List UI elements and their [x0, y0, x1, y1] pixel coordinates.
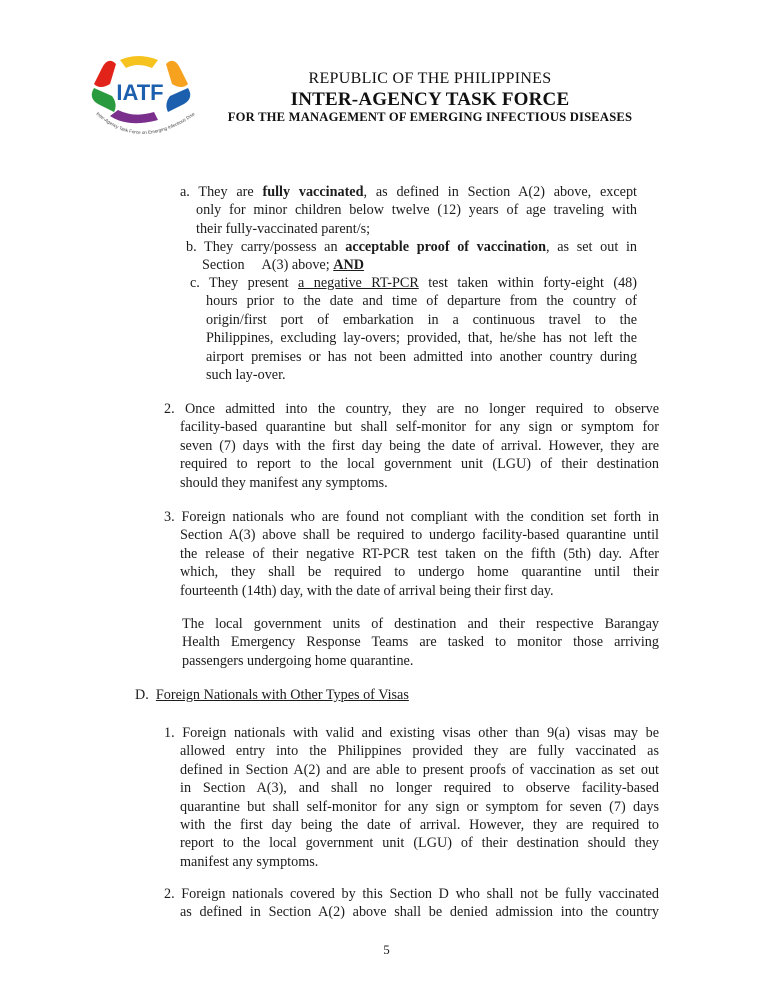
item-3-line: Section A(3) above shall be required to undergo facility-based quarantine until — [180, 527, 659, 544]
item-2-line: seven (7) days with the first day being the date of arrival. However, they are — [180, 437, 659, 454]
subitem-b-text: , as set out in — [546, 239, 637, 255]
subitem-c-line: airport premises or has not been admitted into another country during — [206, 348, 637, 365]
subitem-a — [180, 183, 637, 238]
subitem-a-text: They are — [198, 184, 263, 200]
section-d-item-1-line: manifest any symptoms. — [180, 853, 319, 870]
subitem-c-marker: c. — [190, 275, 200, 291]
subitem-a-line: only for minor children below twelve (12) years of age traveling with — [196, 202, 637, 219]
subitem-b-text: They carry/possess an — [204, 239, 346, 255]
item-3-paragraph — [182, 615, 659, 670]
section-d-item-2 — [164, 885, 659, 922]
header-subtitle: FOR THE MANAGEMENT OF EMERGING INFECTIOUS DISEASES — [227, 110, 633, 124]
item-2-line: facility-based quarantine but shall self-monitor for any sign or symptom for — [180, 419, 659, 436]
item-2-line: 2. Once admitted into the country, they are no longer required to observe — [164, 401, 659, 417]
item-2-line: required to report to the local government unit (LGU) of their destination — [180, 456, 659, 473]
section-d-title: Foreign Nationals with Other Types of Visas — [155, 687, 409, 703]
proof-of-vaccination-emphasis: acceptable proof of vaccination — [345, 239, 547, 255]
subitem-c — [190, 274, 637, 384]
section-d-item-1-line: with the first day being the date of arrival. However, they are required to — [180, 817, 659, 834]
item-3-line: the release of their negative RT-PCR test taken on the fifth (5th) day. After — [180, 545, 659, 562]
section-d-heading — [135, 687, 409, 704]
subitem-c-line: origin/first port of embarkation in a continuous travel to the — [206, 311, 637, 328]
subitem-c-line: hours prior to the date and time of departure from the country of — [206, 293, 637, 310]
section-d-marker: D. — [135, 687, 149, 703]
iatf-logo — [88, 54, 204, 146]
section-d-item-2-line: as defined in Section A(2) above shall be denied admission into the country — [180, 904, 659, 921]
logo-ring-text: Inter-Agency Task Force on Emerging Infectious Dise — [95, 111, 196, 136]
section-d-item-1 — [164, 724, 659, 871]
fully-vaccinated-emphasis: fully vaccinated — [262, 184, 364, 200]
subitem-a-text: , as defined in Section A(2) above, except — [363, 184, 637, 200]
section-d-item-1-line: quarantine but shall self-monitor for any sign or symptom for seven (7) days — [180, 798, 659, 815]
section-d-item-1-line: defined in Section A(2) and are able to present proofs of vaccination as set out — [180, 761, 659, 778]
subitem-b-text: Section A(3) above; — [202, 257, 334, 274]
item-3-paragraph-line: Health Emergency Response Teams are tasked to monitor those arriving — [182, 634, 659, 651]
subitem-b — [186, 238, 637, 275]
subitem-c-line: Philippines, excluding lay-overs; provided, that, he/she has not left the — [206, 330, 637, 347]
section-d-item-2-line: 2. Foreign nationals covered by this Section D who shall not be fully vaccinated — [164, 886, 659, 902]
subitem-c-text: They present — [209, 275, 299, 291]
header-task-force: INTER-AGENCY TASK FORCE — [290, 89, 570, 110]
item-2-line: should they manifest any symptoms. — [180, 474, 388, 491]
section-d-item-1-line: report to the local government unit (LGU) of their destination should they — [180, 835, 659, 852]
logo-text: IATF — [116, 80, 164, 105]
negative-rt-pcr-underline: a negative RT-PCR — [298, 275, 419, 291]
subitem-c-line: such lay-over. — [206, 367, 286, 384]
header-republic: REPUBLIC OF THE PHILIPPINES — [308, 70, 552, 87]
subitem-c-text: test taken within forty-eight (48) — [418, 275, 637, 291]
item-3-line: which, they shall be required to undergo home quarantine until their — [180, 564, 659, 581]
item-3-paragraph-line: The local government units of destination and their respective Barangay — [182, 616, 659, 632]
item-2 — [164, 400, 659, 492]
item-3-line: 3. Foreign nationals who are found not compliant with the condition set forth in — [164, 509, 659, 525]
page-number: 5 — [383, 942, 390, 957]
subitem-a-marker: a. — [180, 184, 190, 200]
item-3-paragraph-line: passengers undergoing home quarantine. — [182, 652, 414, 669]
section-d-item-1-line: allowed entry into the Philippines provided they are fully vaccinated as — [180, 743, 659, 760]
section-d-item-1-line: 1. Foreign nationals with valid and existing visas other than 9(a) visas may be — [164, 725, 659, 741]
item-3 — [164, 508, 659, 600]
subitem-b-marker: b. — [186, 239, 197, 255]
section-d-item-1-line: in Section A(3), and shall no longer required to observe facility-based — [180, 780, 659, 797]
and-emphasis: AND — [333, 257, 364, 274]
subitem-a-line: their fully-vaccinated parent/s; — [196, 220, 371, 237]
item-3-line: fourteenth (14th) day, with the date of arrival being their first day. — [180, 582, 554, 599]
